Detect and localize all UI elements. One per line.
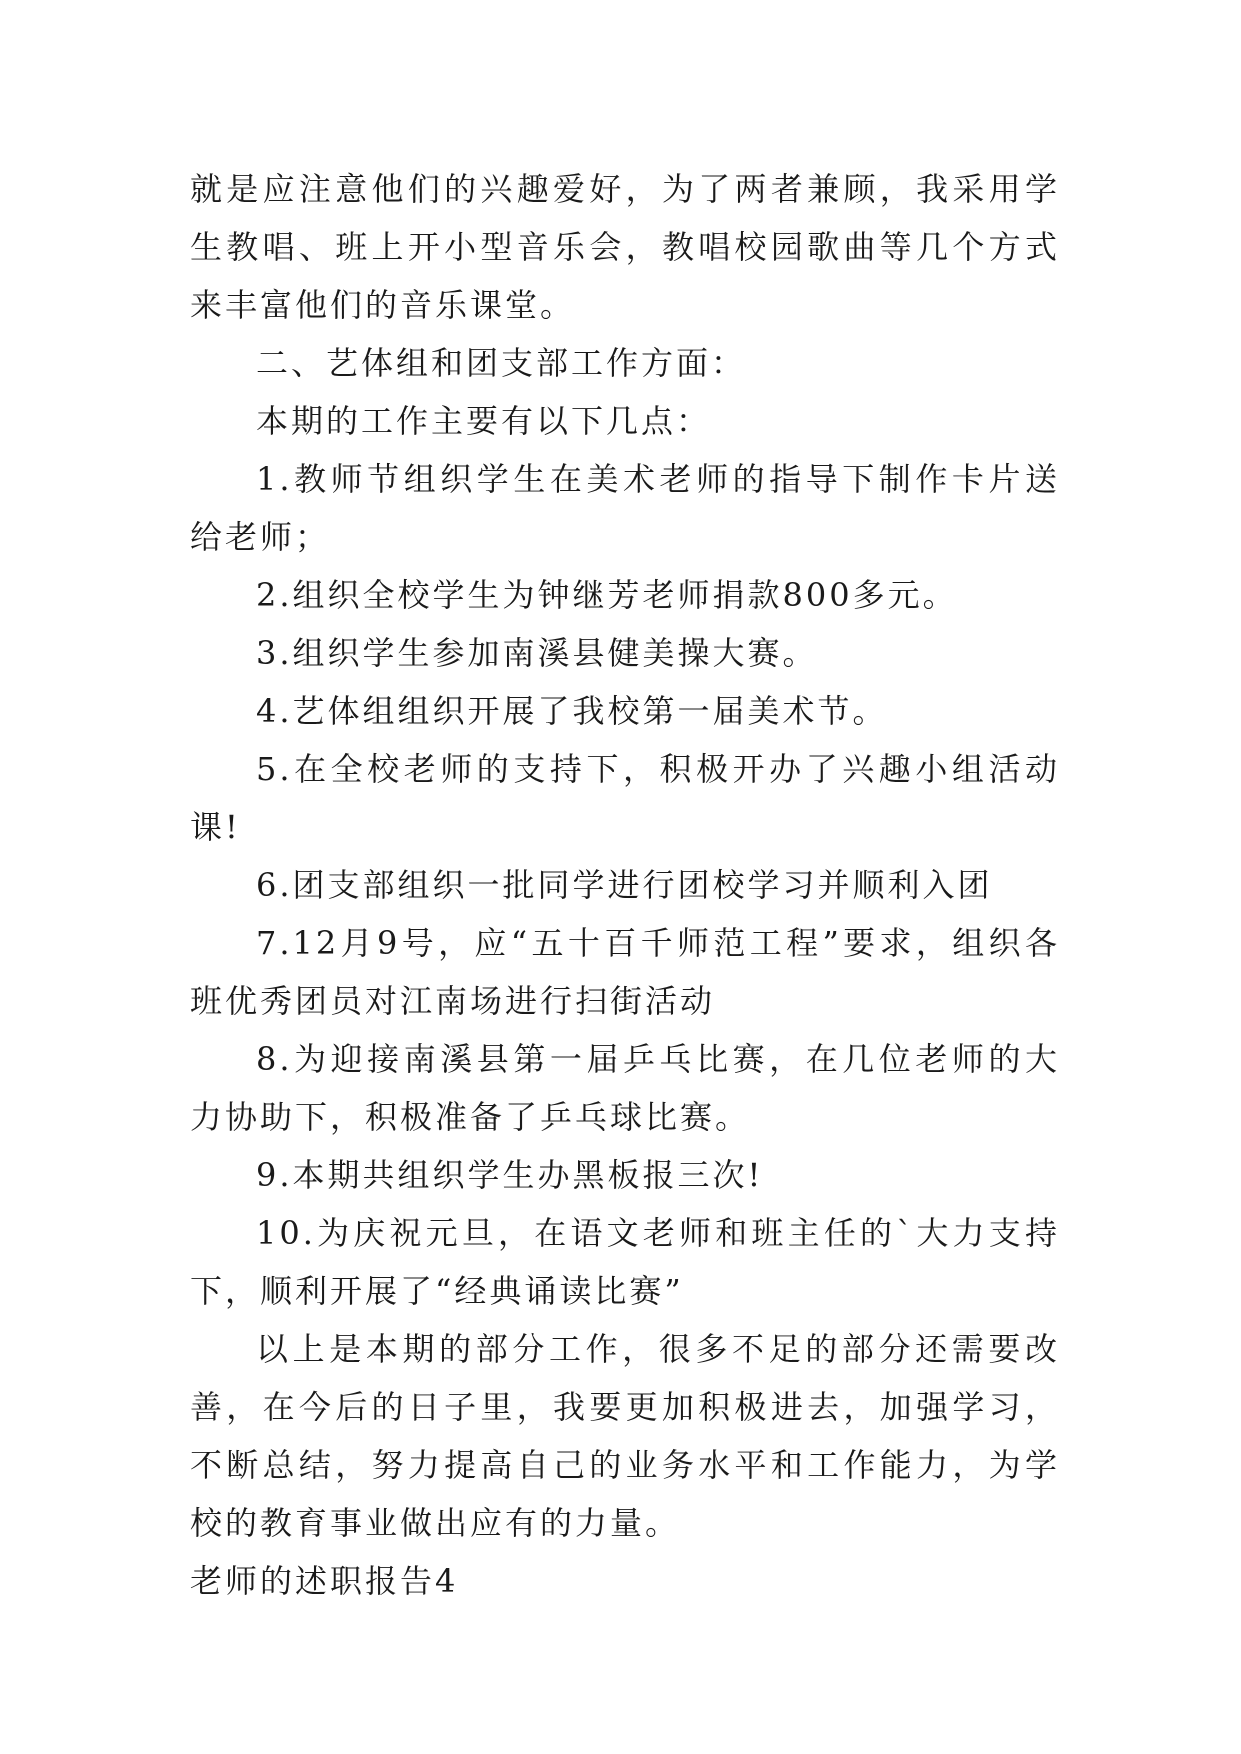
list-item-1: 1.教师节组织学生在美术老师的指导下制作卡片送给老师； [190, 460, 1060, 556]
list-item-5: 5.在全校老师的支持下，积极开办了兴趣小组活动课! [190, 750, 1060, 846]
list-item-7: 7.12月9号，应“五十百千师范工程”要求，组织各班优秀团员对江南场进行扫街活动 [190, 924, 1060, 1020]
section-heading-art-league: 二、艺体组和团支部工作方面： [256, 344, 747, 382]
paragraph-work-points: 本期的工作主要有以下几点： [256, 402, 712, 440]
list-item-9: 9.本期共组织学生办黑板报三次! [256, 1156, 764, 1194]
next-report-title: 老师的述职报告4 [190, 1562, 459, 1600]
list-item-2: 2.组织全校学生为钟继芳老师捐款800多元。 [256, 576, 958, 614]
list-item-10: 10.为庆祝元旦，在语文老师和班主任的`大力支持下，顺利开展了“经典诵读比赛” [190, 1214, 1060, 1310]
list-item-8: 8.为迎接南溪县第一届乒乓比赛，在几位老师的大力协助下，积极准备了乒乓球比赛。 [190, 1040, 1060, 1136]
paragraph-conclusion: 以上是本期的部分工作，很多不足的部分还需要改善，在今后的日子里，我要更加积极进去，加强学习，不断总结，努力提高自己的业务水平和工作能力，为学校的教育事业做出应有的力量。 [190, 1330, 1060, 1542]
list-item-3: 3.组织学生参加南溪县健美操大赛。 [256, 634, 818, 672]
list-item-4: 4.艺体组组织开展了我校第一届美术节。 [256, 692, 888, 730]
paragraph-intro: 就是应注意他们的兴趣爱好，为了两者兼顾，我采用学生教唱、班上开小型音乐会，教唱校园歌曲等几个方式来丰富他们的音乐课堂。 [190, 170, 1060, 324]
document-page [190, 160, 1060, 1610]
list-item-6: 6.团支部组织一批同学进行团校学习并顺利入团 [256, 866, 993, 904]
